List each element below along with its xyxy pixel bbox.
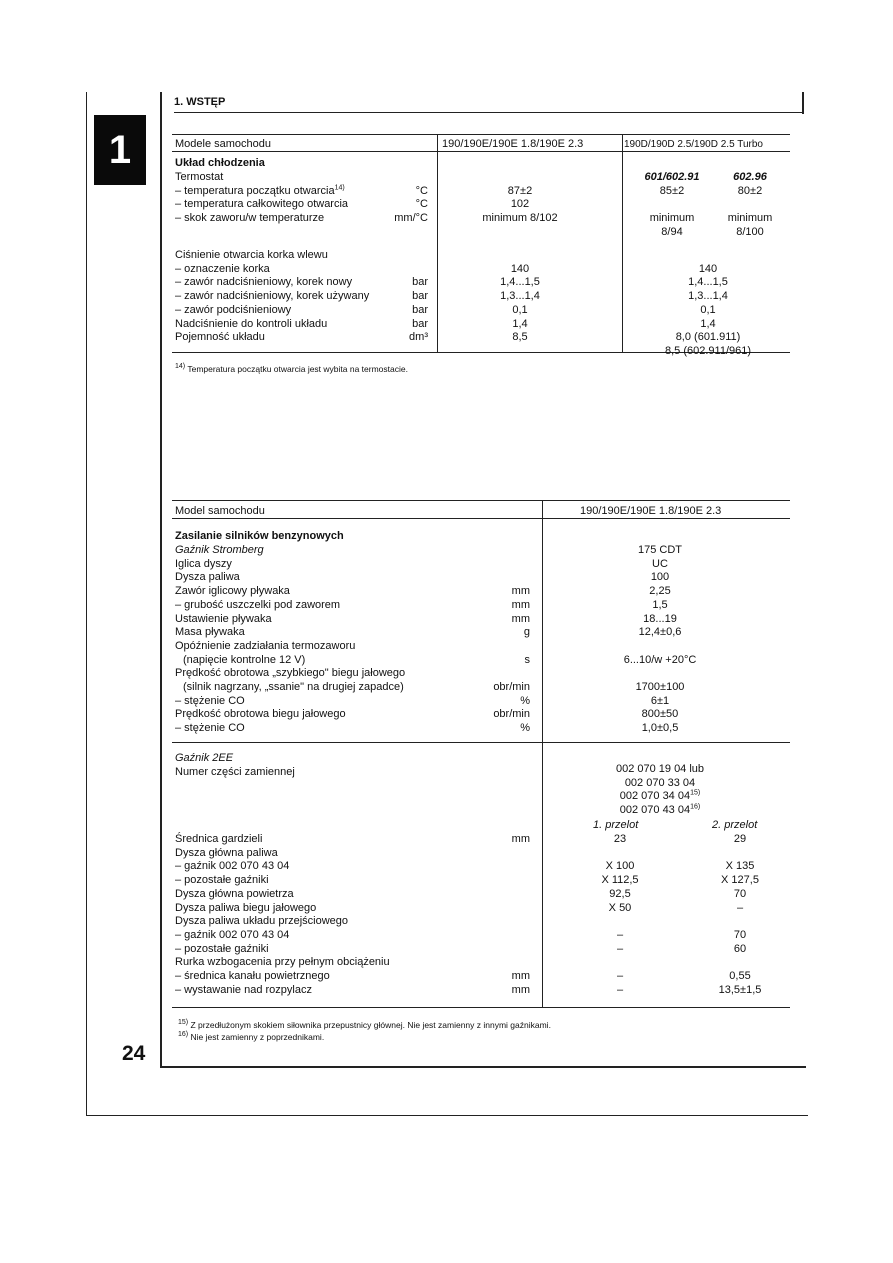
stromberg-row-unit: g [523, 626, 530, 639]
section-title: 1. WSTĘP [174, 96, 226, 108]
carb2-row-stage1: – [616, 942, 624, 955]
table1-row-label: – zawór nadciśnieniowy, korek używany [175, 290, 370, 303]
table2-top-rule [172, 500, 790, 501]
table1-row-label: Termostat [175, 171, 224, 183]
carb2-row-stage1: – [616, 970, 624, 982]
table2-section-title: Zasilanie silników benzynowych [175, 530, 344, 542]
stage-header-2: 2. przelot [712, 819, 758, 831]
footnote-text: Z przedłużonym skokiem siłownika przepustnicy głównej. Nie jest zamienny z innymi gaźnikami. [188, 1020, 551, 1030]
carb2-row-stage2: X 135 [725, 860, 755, 873]
part-number: 002 070 33 04 [624, 776, 696, 789]
table1-row-label: – temperatura całkowitego otwarcia [175, 198, 349, 211]
table1-row-value-petrol: 1,4 [512, 317, 528, 330]
table1-row-value-diesel: 8,5 (602.911/961) [664, 344, 752, 357]
table1-row-label: Pojemność układu [175, 331, 265, 344]
carb2-row-label: Dysza paliwa układu przejściowego [175, 915, 349, 928]
table1-row-value-diesel-b: 602.96 [733, 171, 767, 183]
page-frame-bottom [86, 1115, 808, 1116]
page-number: 24 [122, 1042, 146, 1065]
table2-col-divider [542, 500, 543, 1007]
carb2-row-unit: mm [511, 833, 530, 845]
stromberg-row-label: – grubość uszczelki pod zaworem [175, 598, 341, 611]
carb2-row-unit: mm [511, 983, 530, 996]
stromberg-row-unit: mm [511, 585, 530, 598]
carb2-row-label: Dysza główna powietrza [175, 887, 294, 900]
table2-footnote [178, 1020, 551, 1030]
stromberg-row-value: UC [652, 557, 668, 570]
table1-row-value-diesel: 140 [698, 262, 718, 275]
stromberg-row-unit: obr/min [493, 681, 530, 693]
table1-row-unit: bar [412, 317, 428, 330]
part-number: 002 070 34 04$^{15)}$ [619, 789, 701, 803]
table2-header-petrol: 190/190E/190E 1.8/190E 2.3 [580, 505, 722, 517]
carb2-row-label: Dysza główna paliwa [175, 846, 278, 859]
table1-row-value-petrol: 8,5 [512, 331, 528, 344]
footnote-ref: 16) [690, 803, 701, 811]
carb2-row-stage1: 23 [613, 833, 627, 845]
table1-col-divider-1 [437, 134, 438, 352]
carb2-row-stage1: X 50 [608, 901, 632, 914]
stromberg-row-value: 6±1 [650, 694, 670, 707]
table2-footnote [178, 1032, 324, 1042]
carb2-row-stage2: – [736, 901, 744, 914]
page-frame-left [86, 92, 87, 1116]
table1-row-label: – zawór nadciśnieniowy, korek nowy [175, 276, 353, 289]
table1-row-value-diesel-a: 601/602.91 [644, 171, 700, 183]
table1-row-unit: °C [415, 198, 428, 211]
footnote-ref: 15) [690, 789, 701, 797]
table1-row-value-diesel-a: minimum [649, 212, 695, 225]
stage-header-1: 1. przelot [593, 819, 639, 831]
table1-row-value-diesel: 1,4 [700, 317, 716, 330]
footnote-mark: 15) [178, 1019, 189, 1027]
table1-header-diesel: 190D/190D 2.5/190D 2.5 Turbo [624, 139, 763, 150]
carb2-row-unit: mm [511, 970, 530, 982]
table1-row-value-diesel-b: 80±2 [737, 184, 763, 197]
stromberg-row-value: 1,5 [652, 598, 668, 611]
table1-row-label: Ciśnienie otwarcia korka wlewu [175, 249, 328, 262]
carb2-row-label: Rurka wzbogacenia przy pełnym obciążeniu [175, 956, 390, 969]
carb2-row-stage2: 0,55 [729, 970, 751, 982]
table2-mid-rule [172, 742, 790, 743]
table1-row-value-diesel-b: 8/100 [736, 225, 764, 238]
table1-row-value-diesel-a: 8/94 [661, 225, 683, 238]
stromberg-row-unit: % [520, 694, 530, 707]
carb2-row-stage2: 29 [733, 833, 747, 845]
table1-row-label: – oznaczenie korka [175, 262, 270, 275]
stromberg-row-value: 1700±100 [635, 681, 685, 693]
table1-row-value-diesel-b: minimum [727, 212, 773, 225]
table2-bottom-rule [172, 1007, 790, 1008]
part-number-label: Numer części zamiennej [175, 766, 295, 778]
table1-footnote [175, 364, 408, 374]
carb2-row-label: Średnica gardzieli [175, 833, 263, 845]
stromberg-row-value: 2,25 [649, 585, 671, 598]
content-border-bottom [160, 1066, 806, 1068]
table1-row-value-petrol: 140 [510, 262, 530, 275]
table1-section-title: Układ chłodzenia [175, 157, 265, 169]
content-border-left [160, 92, 162, 1067]
table1-row-label: – zawór podciśnieniowy [175, 303, 292, 316]
carb2-row-stage2: 70 [733, 928, 747, 941]
part-number: 002 070 43 04$^{16)}$ [619, 803, 701, 817]
table1-row-value-diesel: 0,1 [700, 303, 716, 316]
footnote-text: Nie jest zamienny z poprzednikami. [188, 1032, 325, 1042]
carb2-row-stage2: X 127,5 [721, 874, 759, 887]
stromberg-row-label: (silnik nagrzany, „ssanie" na drugiej zapadce) [183, 681, 404, 693]
stromberg-row-label: Masa pływaka [175, 626, 245, 639]
stromberg-row-unit: mm [511, 612, 530, 625]
carb2-row-stage2: 13,5±1,5 [718, 983, 762, 996]
stromberg-row-label: – stężenie CO [175, 694, 245, 707]
carb2-row-stage1: X 100 [605, 860, 635, 873]
carb2-row-stage2: 70 [733, 887, 747, 900]
table1-row-value-petrol: 1,3...1,4 [500, 290, 540, 303]
stromberg-row-label: Opóźnienie zadziałania termozaworu [175, 639, 356, 652]
footnote-mark: 14) [175, 363, 186, 371]
stromberg-row-label: Prędkość obrotowa biegu jałowego [175, 708, 346, 721]
page-frame-right [802, 92, 804, 114]
stromberg-row-unit: % [520, 722, 530, 735]
table1-row-unit: dm³ [409, 331, 428, 344]
footnote-mark: 16) [178, 1031, 189, 1039]
stromberg-row-value: 100 [650, 571, 670, 584]
table1-row-unit: bar [412, 276, 428, 289]
stromberg-row-value: 18...19 [643, 612, 677, 625]
table1-row-value-diesel: 1,3...1,4 [688, 290, 728, 303]
stromberg-row-unit: mm [511, 598, 530, 611]
carb2-row-label: Dysza paliwa biegu jałowego [175, 901, 317, 914]
table1-row-value-petrol: 102 [510, 198, 530, 211]
stromberg-row-label: Iglica dyszy [175, 557, 232, 570]
table1-row-unit: bar [412, 303, 428, 316]
carb2-row-stage1: 92,5 [609, 887, 631, 900]
table1-row-value-diesel: 8,0 (601.911) [675, 331, 741, 344]
stromberg-row-label: Ustawienie pływaka [175, 612, 272, 625]
carb2-row-label: – pozostałe gaźniki [175, 942, 269, 955]
table1-row-label: Nadciśnienie do kontroli układu [175, 317, 328, 330]
table1-header-petrol: 190/190E/190E 1.8/190E 2.3 [442, 138, 584, 150]
table2-header-model: Model samochodu [175, 505, 265, 517]
table1-row-unit: mm/°C [394, 212, 428, 225]
stromberg-row-value: 175 CDT [637, 544, 683, 556]
footnote-ref: 14) [334, 184, 345, 192]
table1-row-value-petrol: minimum 8/102 [482, 212, 558, 225]
carb2-row-label: – gaźnik 002 070 43 04 [175, 860, 290, 873]
table1-row-value-diesel: 1,4...1,5 [688, 276, 728, 289]
stromberg-row-value: 6...10/w +20°C [623, 653, 697, 666]
stromberg-row-value: 1,0±0,5 [641, 722, 679, 735]
stromberg-row-label: – stężenie CO [175, 722, 245, 735]
part-number: 002 070 19 04 lub [615, 763, 705, 775]
carb2-row-label: – gaźnik 002 070 43 04 [175, 928, 290, 941]
stromberg-row-unit: s [524, 653, 530, 666]
table1-col-divider-2 [622, 134, 623, 352]
stromberg-row-label: Dysza paliwa [175, 571, 240, 584]
chapter-tab: 1 [94, 115, 146, 185]
carb2-row-label: – pozostałe gaźniki [175, 874, 269, 887]
carb2-title: Gaźnik 2EE [175, 752, 234, 764]
table1-row-value-petrol: 87±2 [507, 184, 533, 197]
table1-header-model: Modele samochodu [175, 138, 272, 150]
carb2-row-stage1: – [616, 983, 624, 996]
stromberg-row-label: Prędkość obrotowa „szybkiego" biegu jałowego [175, 667, 406, 680]
table1-row-unit: °C [415, 184, 428, 197]
table1-top-rule [172, 134, 790, 135]
carb2-row-label: – średnica kanału powietrznego [175, 970, 330, 982]
table1-row-value-petrol: 0,1 [512, 303, 528, 316]
table1-row-unit: bar [412, 290, 428, 303]
table1-row-label: – skok zaworu/w temperaturze [175, 212, 325, 225]
stromberg-title: Gaźnik Stromberg [175, 544, 264, 556]
table1-row-label: – temperatura początku otwarcia$^{14)}$ [175, 184, 345, 197]
footnote-text: Temperatura początku otwarcia jest wybita na termostacie. [187, 364, 408, 374]
carb2-row-stage1: X 112,5 [601, 874, 639, 887]
stromberg-row-value: 12,4±0,6 [638, 626, 682, 639]
section-rule [174, 112, 802, 113]
stromberg-row-label: Zawór iglicowy pływaka [175, 585, 290, 598]
table1-row-value-diesel-a: 85±2 [659, 184, 685, 197]
table1-row-value-petrol: 1,4...1,5 [500, 276, 540, 289]
carb2-row-label: – wystawanie nad rozpylacz [175, 983, 312, 996]
carb2-row-stage2: 60 [733, 942, 747, 955]
stromberg-row-value: 800±50 [641, 708, 679, 721]
stromberg-row-unit: obr/min [493, 708, 530, 721]
stromberg-row-label: (napięcie kontrolne 12 V) [183, 653, 306, 666]
carb2-row-stage1: – [616, 928, 624, 941]
